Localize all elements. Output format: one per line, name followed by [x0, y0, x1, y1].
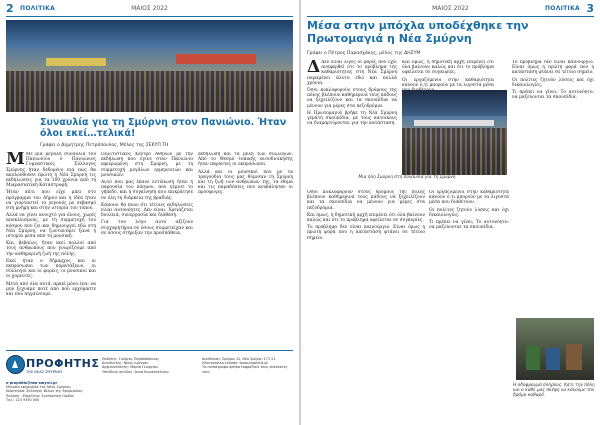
issue-date: ΜΑΙΟΣ 2022: [131, 5, 168, 12]
photo-stage: [176, 54, 256, 64]
section-label: ΠΟΛΙΤΙΚΑ: [544, 5, 580, 12]
paragraph: Και όμως, η δημοτική αρχή επιμένει ότι όλα βαίνουν καλώς και ότι το πρόβλημα οφείλεται σε συγκυρίες.: [402, 60, 494, 76]
paragraph: Το πρόβλημα δεν είναι καινούργιο. Είναι όμως η πρώτη φορά που η κατάσταση φτάνει σε τέτοιο σημείο.: [307, 225, 425, 241]
paragraph: Οι πολίτες ζητούν λύσεις και όχι δικαιολογίες.: [512, 77, 594, 88]
concert-photo: [6, 20, 293, 112]
paragraph: Όσοι κυκλοφορούν στους δρόμους της πόλης βλέπουν καθημερινά τους κάδους να ξεχειλίζουν και τα σκουπίδια να μένουν για μέρες στα πεζοδρόμια.: [307, 190, 425, 211]
footer-line: Διεύθυνση: Ομήρου 12, Νέα Σμύρνη 171 21: [202, 357, 276, 361]
photo-bin: [526, 346, 540, 370]
footer-line: Διευθυντής: Νίκος Ιωάννου: [102, 361, 149, 366]
right-page-header: [307, 2, 594, 15]
paragraph: Αλλά να γίνει ανοιχτό για όλους, χωρίς αποκλεισμούς, με τη συμμετοχή του κόσμου που ζει και δημιουργεί εδώ στη Νέα Σμύρνη, να ζωντανέψει ξανά η ιστορία μέσα από τη μουσική.: [6, 213, 96, 240]
paragraph: εκδήλωση και τα μέλη των συλλόγων. Από το Θεσμό τοπικής αυτοδιοίκησης ήταν παρόντες οι εκπρόσωποι.: [198, 152, 293, 168]
footer-line: Τα ενυπόγραφα άρθρα εκφράζουν τους συντάκτες τους: [202, 365, 288, 374]
photo-caption: Μια όλη Σμύρνη στη συναυλία για τη Σμύρνη: [358, 175, 456, 180]
logo-emblem-icon: [6, 355, 25, 374]
article-headline: Μέσα στην μπόχλα υποδέχθηκε την Πρωτομαγιά η Νέα Σμύρνη: [307, 19, 529, 45]
paragraph: Οι εργαζόμενοι στην καθαριότητα κάνουν ό,τι μπορούν με τα λιγοστά μέσα: [402, 77, 494, 88]
footer-line: Μηνιαία εφημερίδα της Νέας Σμύρνης: [6, 385, 72, 390]
footer-contact: [6, 381, 96, 402]
paragraph: Η Πρωτομαγιά βρήκε τη Νέα Σμύρνη γεμάτη σκουπίδια, με τους κατοίκους να διαμαρτύρονται για την κατάσταση.: [307, 110, 397, 127]
newspaper-logo: [6, 355, 100, 377]
paragraph: Το πρόβλημα δεν είναι καινούργιο. Είναι όμως η πρώτη φορά που η κατάσταση φτάνει σε τέτοιο σημείο.: [512, 60, 594, 76]
footer-line: Εκδότης: Γιώργος Παπαδόπουλος: [102, 357, 160, 361]
paragraph: Αλλά και οι μουσικοί που με τα τραγούδια τους μας θύμισαν τη Σμύρνη και τη ζωή των ανθρώπων της, τα έθιμα και τις παραδόσεις που κουβάλησαν οι πρόσφυγες.: [198, 169, 293, 196]
issue-date: ΜΑΙΟΣ 2022: [432, 5, 469, 12]
footer-line: Ηλεκτρονική έκδοση: www.prophitis.gr: [202, 361, 268, 366]
paragraph: Και, βεβαίως, ήταν εκεί πολλοί από τους ανθρώπους που γνωρίζουμε από την καθημερινή ζωή της πόλης.: [6, 241, 96, 257]
side-photo-caption: Η οδοφραγμό πλήρους. Κάτι την πόλη και ο καθε μας σκέψη να κάνουμε τον δρόμο καθαρό.: [513, 383, 595, 398]
paragraph: Μετά από όλα αυτά, αρκεί μόνο ένα: να μην ξεχνάμε ποτέ από πού ερχόμαστε και πού πηγαίνουμε.: [6, 281, 96, 298]
right-article-col3: [512, 60, 594, 310]
left-article-col2: [101, 152, 193, 342]
article-headline: Συναυλία για τη Σμύρνη στον Πανιώνιο. Ήταν όλοι εκεί…τελικά!: [40, 117, 287, 139]
paragraph: Εκεί ήταν ο δήμαρχος και οι εκπρόσωποι των παρατάξεων, οι σύλλογοι και οι φορείς, οι μουσικοί και οι χορευτές.: [6, 258, 96, 280]
right-article-col1: [307, 60, 397, 188]
article-byline: Γράφει ο Δημήτρης Πετρόπουλος, Μέλος της ΣΕΚΥΠ ΤΗ: [40, 143, 169, 148]
photo-bin: [546, 348, 560, 370]
paragraph: Με μια μεγάλη συναυλία του Πανιωνίου ο Πανιώνιος Γυμναστικός Σύλλογος Σμύρνης ήταν δεδομένο πια πως θα ακολουθούσε πρώτη η Νέα Σμύρνη τις εκδηλώσεις για τα 100 χρόνια από τη Μικρασιατική Καταστροφή.: [6, 152, 96, 189]
footer-line: Αρχισυντάκτης: Μαρία Γεωργίου: [102, 365, 158, 370]
left-article-col3: [198, 152, 293, 342]
right-article-col4: [307, 190, 425, 420]
left-page-header: [6, 2, 293, 15]
paragraph: Για τον λόγο αυτό αξίζουν συγχαρητήρια σε όσους συμμετείχαν και σε όσους στήριξαν την προσπάθεια.: [101, 220, 193, 236]
footer-line: Έκδοση – Επιμέλεια: Συντακτική Ομάδα: [6, 393, 74, 398]
article-byline: Γράφει ο Πέτρος Παρασχάκης, μέλος της ΔΗΣΥΜ: [307, 51, 421, 56]
photo-sky: [6, 20, 293, 48]
paragraph: Και όμως, η δημοτική αρχή επιμένει ότι όλα βαίνουν καλώς και ότι το πρόβλημα οφείλεται σε συγκυρίες.: [307, 212, 425, 224]
photo-crowd: [402, 128, 507, 175]
left-article-col1: [6, 152, 96, 342]
right-page: [301, 0, 600, 425]
header-rule: [307, 16, 594, 17]
trash-bins-photo: [516, 318, 594, 380]
photo-stage-lights: [414, 120, 494, 126]
paragraph: Οι πολίτες ζητούν λύσεις και όχι δικαιολογίες.: [429, 207, 509, 218]
logo-text: ΠΡΟΦΗΤΗΣ: [26, 357, 100, 370]
photo-banner: [46, 58, 106, 66]
photo-sky: [402, 90, 507, 116]
stadium-photo: [402, 90, 507, 175]
footer-line: Ιδιοκτησία: Σύλλογος Φίλων της Εφημερίδας: [6, 389, 83, 394]
footer-line: Υπεύθυνη σελίδας: Άννα Κωνσταντίνου: [102, 369, 169, 374]
paragraph: Δεν είναι λίγες οι φορές που έχει αναφερθεί ότι το πρόβλημα της καθαριότητας στη Νέα Σμύρνη παραμένει άλυτο εδώ και πολλά χρόνια.: [307, 60, 397, 86]
photo-bin: [566, 344, 582, 370]
drop-cap: Δ: [307, 60, 321, 77]
footer-editors: [102, 357, 197, 374]
masthead-footer: [6, 350, 293, 421]
paragraph: Τι πρέπει να γίνει; Το αυτονόητο: να μαζεύονται τα σκουπίδια.: [429, 220, 509, 231]
footer-line: Τηλ.: 210 9350 000: [6, 397, 40, 402]
paragraph: Οι εργαζόμενοι στην καθαριότητα κάνουν ό,τι μπορούν με τα λιγοστά μέσα που διαθέτουν.: [429, 190, 509, 206]
paragraph: Πολιτιστικός Κέντρο Αθηνών με την εκδήλωση που έγινε στον Πανιώνιο αφιερωμένη στη Σμύρνη, με τη συμμετοχή μεγάλων ερμηνευτών και μουσικών.: [101, 152, 193, 178]
header-rule: [6, 16, 293, 17]
paragraph: Αυτό που μας έκανε εντύπωση ήταν η παρουσία του κόσμου, που γέμισε το γήπεδο, και η συγκίνηση που επικράτησε σε όλη τη διάρκεια της βραδιάς.: [101, 180, 193, 201]
page-number: 2: [6, 2, 14, 15]
logo-subtitle: ΤΗΣ ΝΕΑΣ ΣΜΥΡΝΗΣ: [26, 370, 63, 374]
paragraph: Κάποιοι θα πουν ότι τέτοιες εκδηλώσεις είναι αυτονόητες. Δεν είναι. Χρειάζεται δουλειά, συνεργασία και διάθεση.: [101, 202, 193, 219]
paragraph: Τι πρέπει να γίνει; Το αυτονόητο: να μαζεύονται τα σκουπίδια.: [512, 90, 594, 101]
section-label: ΠΟΛΙΤΙΚΑ: [20, 5, 56, 12]
footer-email[interactable]: e-prophitis@nea-smyrni.gr: [6, 381, 58, 385]
page-number: 3: [586, 2, 594, 15]
photo-crowd: [6, 71, 293, 112]
paragraph: Όσοι κυκλοφορούν στους δρόμους της πόλης βλέπουν καθημερινά τους κάδους να ξεχειλίζουν και τα σκουπίδια να μένουν για μέρες στα πεζοδρόμια.: [307, 88, 397, 109]
left-page: [0, 0, 299, 425]
paragraph: Ήταν κάτι που είχε μπει στο πρόγραμμα του Δήμου και η ιδέα ήταν να γιορταστεί το γεγονός με σεβασμό στη μνήμη και στην ιστορία του τόπου.: [6, 190, 96, 212]
right-article-col5: [429, 190, 509, 420]
drop-cap: M: [6, 152, 25, 169]
footer-info: [202, 357, 293, 374]
